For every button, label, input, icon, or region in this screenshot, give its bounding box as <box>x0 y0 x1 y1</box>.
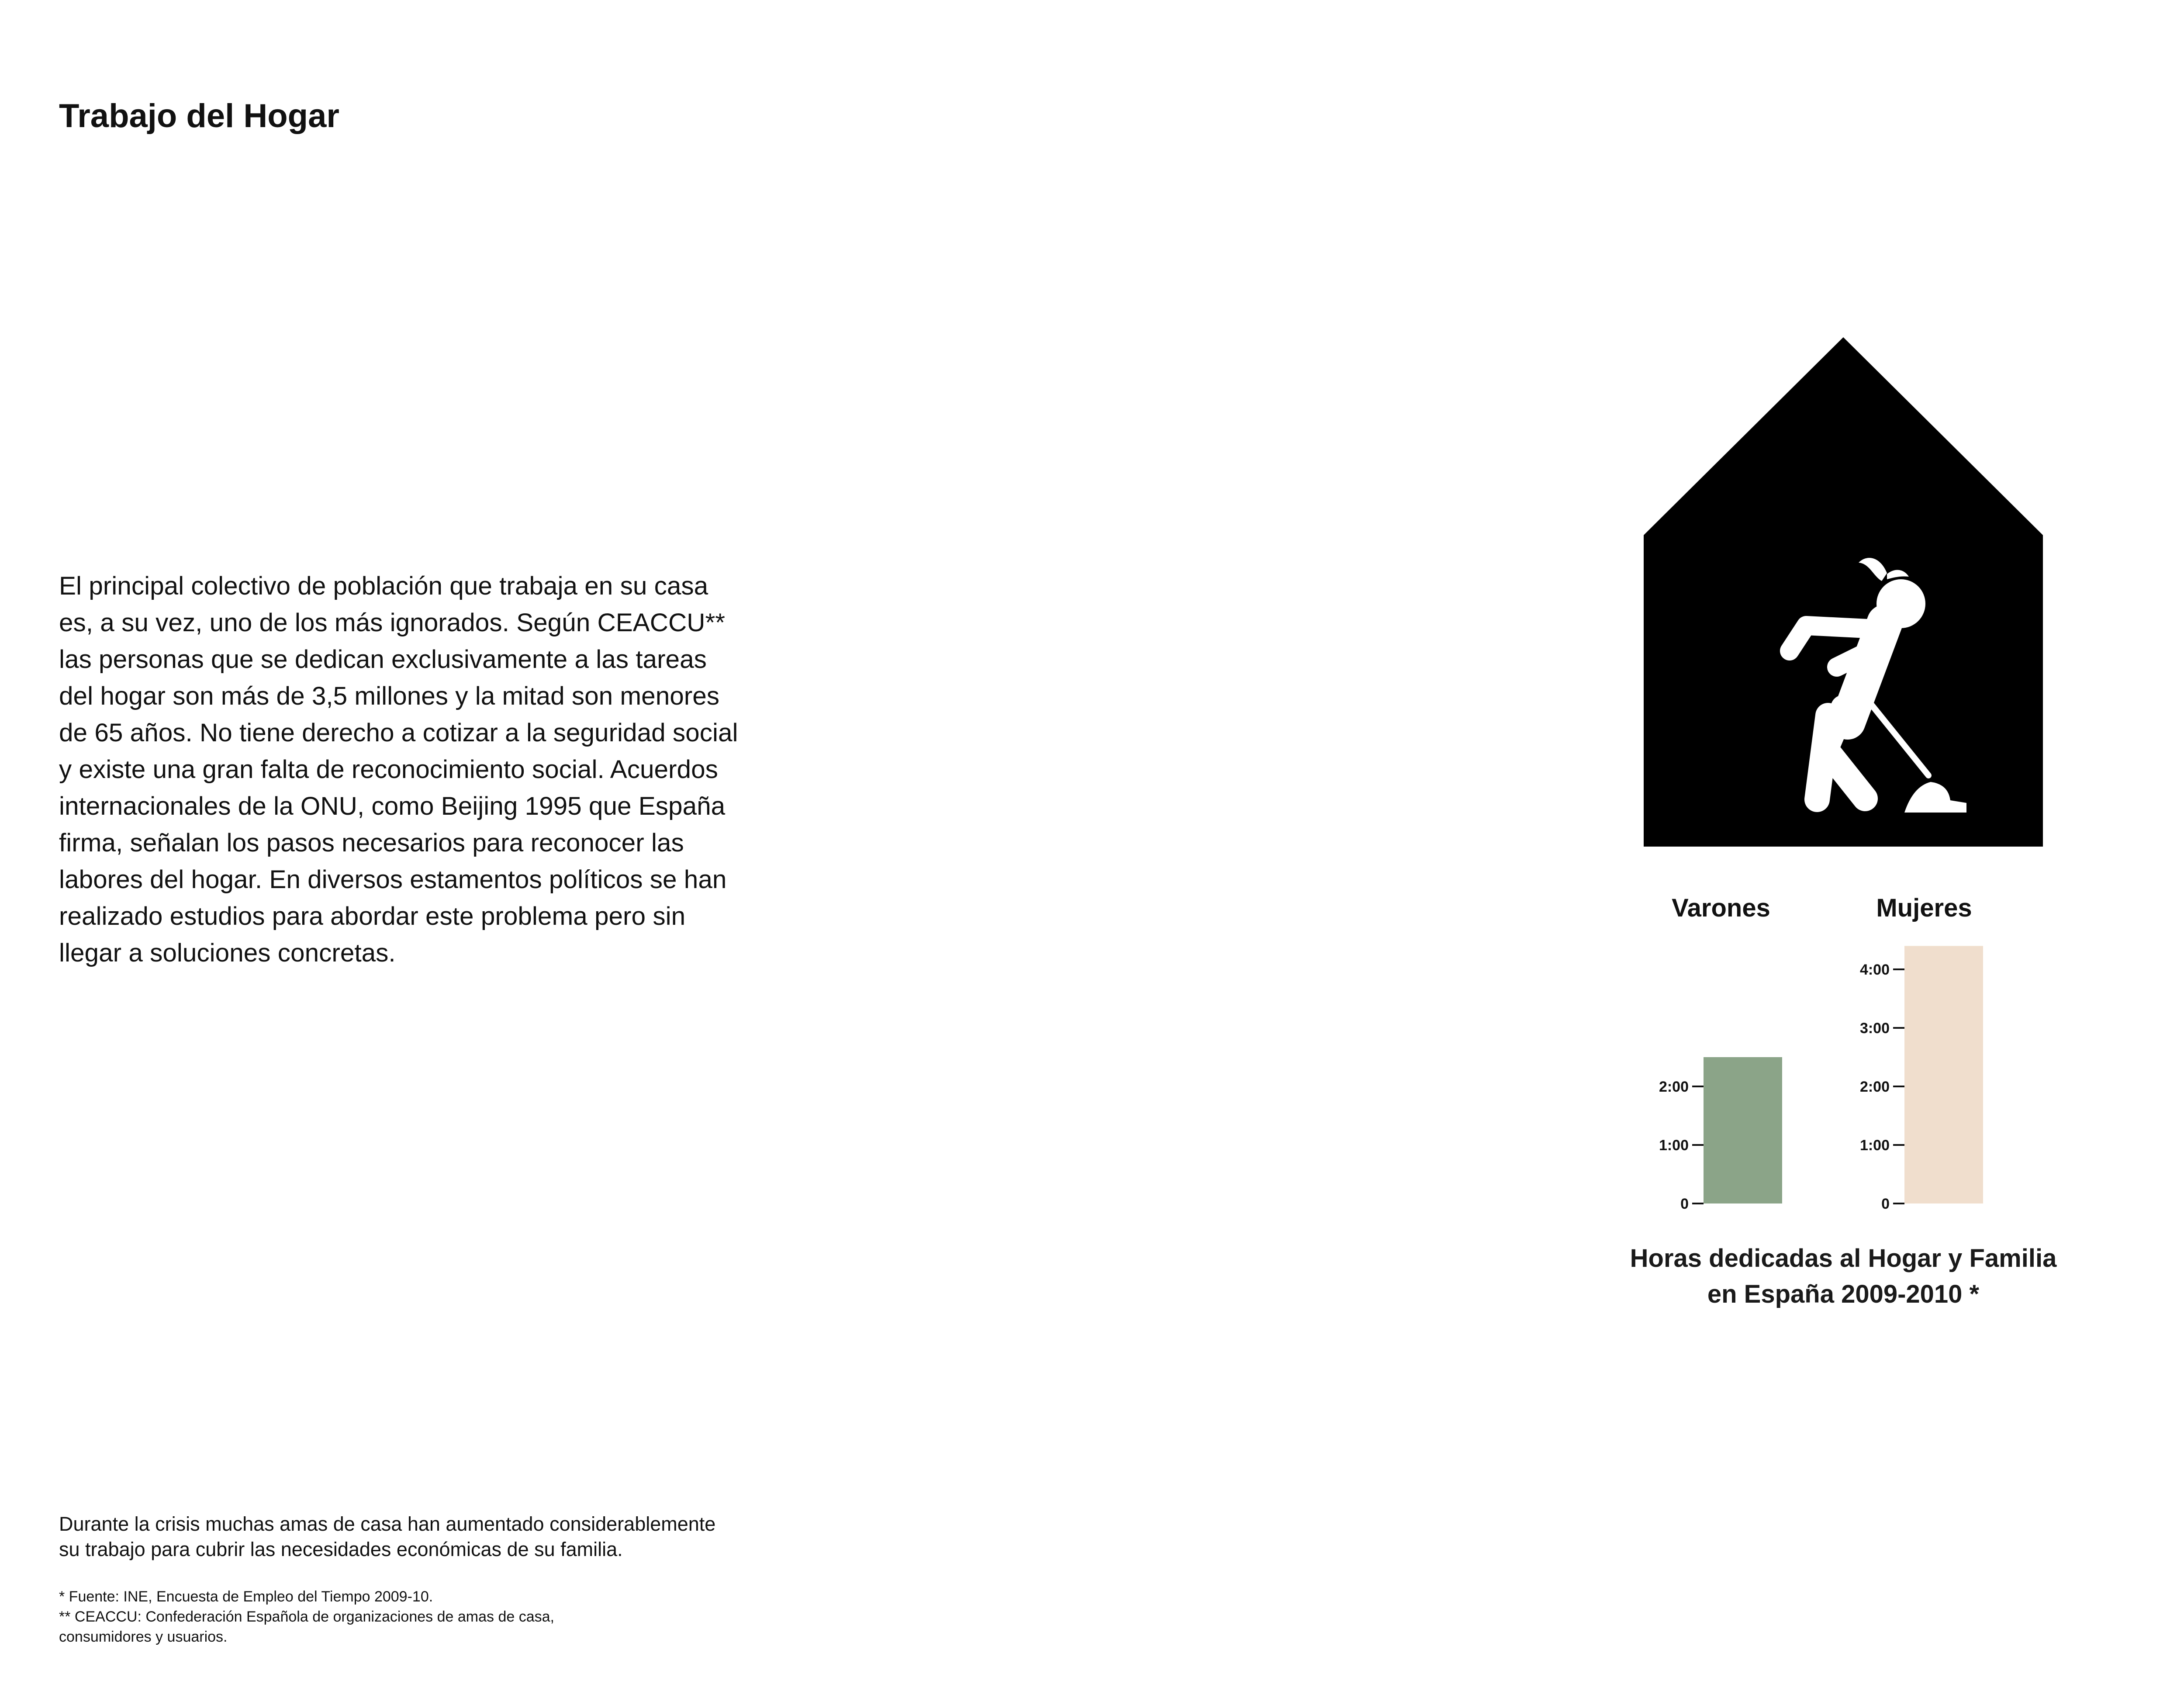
intro-line: labores del hogar. En diversos estamentos políticos se han <box>59 865 727 894</box>
y-tick-label: 1:00 <box>1659 1137 1689 1154</box>
footnote: ** CEACCU: Confederación Española de organizaciones de amas de casa, <box>59 1608 554 1625</box>
footnote: consumidores y usuarios. <box>59 1629 228 1645</box>
bar-mujeres <box>1904 946 1983 1203</box>
intro-line: El principal colectivo de población que trabaja en su casa <box>59 572 708 600</box>
y-tick-label: 2:00 <box>1859 1079 1890 1095</box>
intro-line: las personas que se dedican exclusivamente a las tareas <box>59 645 707 674</box>
chart-title <box>1599 1241 2088 1312</box>
intro-line: es, a su vez, uno de los más ignorados. Según CEACCU** <box>59 609 726 637</box>
footnotes <box>59 1587 554 1647</box>
y-tick-label: 4:00 <box>1859 961 1890 978</box>
crisis-note <box>59 1511 802 1562</box>
series-label-varones: Varones <box>1672 894 1770 922</box>
chart-title-line: Horas dedicadas al Hogar y Familia <box>1630 1244 2057 1273</box>
intro-line: realizado estudios para abordar este problema pero sin <box>59 902 686 930</box>
y-tick-label: 0 <box>1881 1196 1890 1212</box>
intro-line: y existe una gran falta de reconocimiento social. Acuerdos <box>59 755 718 784</box>
intro-line: llegar a soluciones concretas. <box>59 939 396 967</box>
intro-line: internacionales de la ONU, como Beijing 1995 que España <box>59 792 726 820</box>
intro-paragraph <box>59 568 775 972</box>
crisis-line: su trabajo para cubrir las necesidades económicas de su familia. <box>59 1538 623 1560</box>
series-label-mujeres: Mujeres <box>1876 894 1972 922</box>
chart-title-line: en España 2009-2010 * <box>1707 1280 1980 1308</box>
y-tick-label: 0 <box>1680 1196 1689 1212</box>
bar-varones <box>1704 1057 1782 1203</box>
house-cleaning-icon <box>1642 336 2044 847</box>
page-title: Trabajo del Hogar <box>59 97 339 135</box>
intro-line: de 65 años. No tiene derecho a cotizar a la seguridad social <box>59 719 738 747</box>
intro-line: firma, señalan los pasos necesarios para reconocer las <box>59 829 684 857</box>
y-tick-label: 2:00 <box>1659 1079 1689 1095</box>
y-tick-label: 1:00 <box>1859 1137 1890 1154</box>
footnote: * Fuente: INE, Encuesta de Empleo del Tiempo 2009-10. <box>59 1588 433 1605</box>
intro-line: del hogar son más de 3,5 millones y la mitad son menores <box>59 682 720 710</box>
crisis-line: Durante la crisis muchas amas de casa han aumentado considerablemente <box>59 1513 716 1535</box>
y-tick-label: 3:00 <box>1859 1020 1890 1037</box>
